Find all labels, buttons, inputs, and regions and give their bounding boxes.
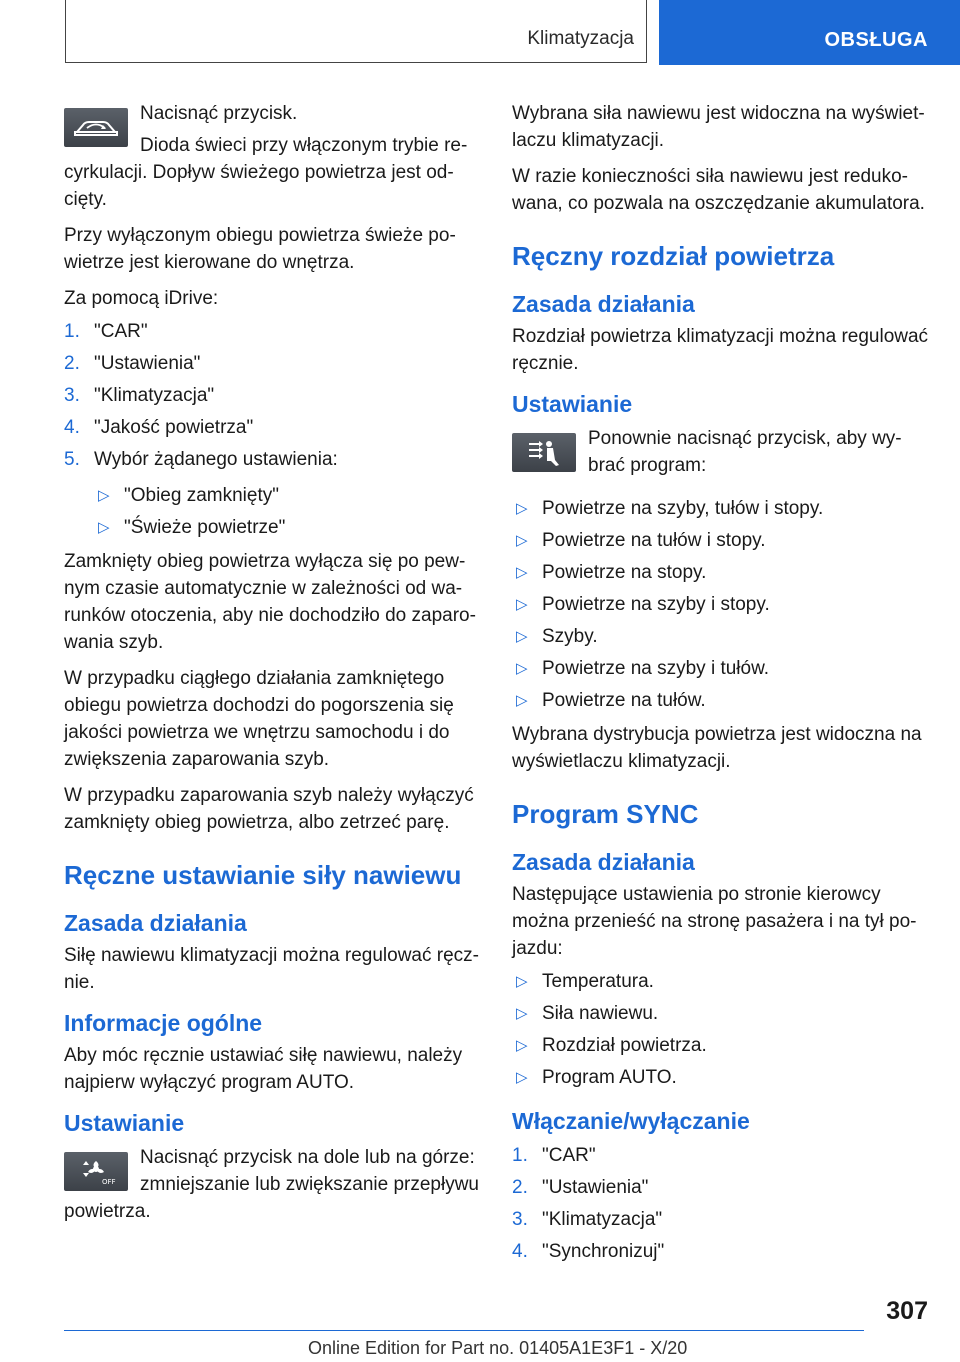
air-distribution-icon [512, 433, 576, 472]
heading-onoff: Włączanie/wyłączanie [512, 1108, 750, 1134]
closed-text-2: W przypadku ciągłego działania zamkniętego obiegu powietrza dochodzi do pogorszenia się jakości powietrza we wnętrzu samochodu i do zwiększenia zaparowania szyb. [64, 668, 454, 770]
list-item: 3. "Klimatyzacja" [64, 385, 215, 406]
distribution-text: Ponownie nacisnąć przycisk, aby wy-brać program: [588, 428, 902, 476]
idrive-substeps [64, 480, 484, 544]
triangle-bullet-icon: ▷ [516, 500, 528, 517]
list-item: ▷ Powietrze na szyby, tułów i stopy. [512, 493, 932, 525]
left-column [64, 100, 484, 1239]
list-item: 1. "CAR" [64, 321, 148, 342]
triangle-bullet-icon: ▷ [516, 564, 528, 581]
sync-list [512, 966, 932, 1094]
list-item: 1. "CAR" [512, 1145, 596, 1166]
triangle-bullet-icon: ▷ [516, 692, 528, 709]
program-list [512, 493, 932, 717]
reduced-text: W razie konieczności siła nawiewu jest reduko-wana, co pozwala na oszczędzanie akumulatora. [512, 166, 925, 214]
triangle-bullet-icon: ▷ [516, 1037, 528, 1054]
triangle-bullet-icon: ▷ [98, 519, 110, 536]
heading-distribution: Ręczny rozdział powietrza [512, 241, 835, 271]
list-item: ▷ "Świeże powietrze" [64, 512, 484, 544]
heading-general: Informacje ogólne [64, 1010, 263, 1036]
heading-fan: Ręczne ustawianie siły nawiewu [64, 860, 462, 890]
heading-sync: Program SYNC [512, 799, 699, 829]
fan-block [64, 1144, 484, 1230]
list-item: ▷ Temperatura. [512, 966, 932, 998]
triangle-bullet-icon: ▷ [516, 628, 528, 645]
list-item: 4. "Jakość powietrza" [64, 417, 254, 438]
triangle-bullet-icon: ▷ [516, 596, 528, 613]
list-item: ▷ Powietrze na tułów. [512, 685, 932, 717]
closed-text-1: Zamknięty obieg powietrza wyłącza się po pew-nym czasie automatycznie w zależności od wa-runków otoczenia, aby nie dochodziło do zaparo-wania szyb. [64, 551, 476, 653]
recirculation-icon [64, 108, 128, 147]
triangle-bullet-icon: ▷ [516, 1005, 528, 1022]
header-section-box [659, 0, 960, 65]
list-item: ▷ "Obieg zamknięty" [64, 480, 484, 512]
footer-edition: Online Edition for Part no. 01405A1E3F1 - X/20 [308, 1338, 688, 1358]
header-title: Klimatyzacja [527, 28, 634, 49]
onoff-steps [512, 1140, 932, 1268]
general-text: Aby móc ręcznie ustawiać siłę nawiewu, należy najpierw wyłączyć program AUTO. [64, 1045, 463, 1093]
btn1-text1: Nacisnąć przycisk. [140, 103, 298, 124]
btn1-text2: Dioda świeci przy włączonym trybie re-cyrkulacji. Dopływ świeżego powietrza jest od-cięty. [64, 135, 468, 210]
heading-setting-right: Ustawianie [512, 391, 633, 417]
list-item: 2. "Ustawienia" [512, 1177, 649, 1198]
distribution-visible-text: Wybrana dystrybucja powietrza jest widoczna na wyświetlaczu klimatyzacji. [512, 724, 922, 772]
fresh-air-text: Przy wyłączonym obiegu powietrza świeże po-wietrze jest kierowane do wnętrza. [64, 225, 456, 273]
list-item: ▷ Powietrze na stopy. [512, 557, 932, 589]
triangle-bullet-icon: ▷ [516, 1069, 528, 1086]
distribution-block [512, 425, 932, 484]
right-column [512, 100, 932, 1272]
triangle-bullet-icon: ▷ [516, 973, 528, 990]
list-item: ▷ Powietrze na tułów i stopy. [512, 525, 932, 557]
fan-text: Nacisnąć przycisk na dole lub na górze: zmniejszanie lub zwiększanie przepływu powietrza. [64, 1147, 479, 1222]
list-item: ▷ Siła nawiewu. [512, 998, 932, 1030]
triangle-bullet-icon: ▷ [516, 660, 528, 677]
list-item: 5. Wybór żądanego ustawienia: [64, 449, 338, 470]
heading-sync-principle: Zasada działania [512, 849, 695, 875]
footer-divider [64, 1330, 864, 1331]
page-number: 307 [886, 1297, 928, 1325]
triangle-bullet-icon: ▷ [98, 487, 110, 504]
recirculation-block [64, 100, 484, 213]
heading-setting: Ustawianie [64, 1110, 185, 1136]
heading-principle: Zasada działania [64, 910, 247, 936]
svg-text:OFF: OFF [102, 1177, 116, 1186]
header-chapter-box [65, 0, 647, 63]
header-section: OBSŁUGA [824, 29, 928, 51]
page-header [65, 0, 960, 65]
triangle-bullet-icon: ▷ [516, 532, 528, 549]
list-item: 3. "Klimatyzacja" [512, 1209, 663, 1230]
principle-text: Siłę nawiewu klimatyzacji można regulować ręcz-nie. [64, 945, 479, 993]
principle-text-right: Rozdział powietrza klimatyzacji można regulować ręcznie. [512, 326, 929, 374]
list-item: 4. "Synchronizuj" [512, 1241, 665, 1262]
list-item: ▷ Powietrze na szyby i tułów. [512, 653, 932, 685]
closed-text-3: W przypadku zaparowania szyb należy wyłączyć zamknięty obieg powietrza, albo zetrzeć parę. [64, 785, 474, 833]
sync-text: Następujące ustawienia po stronie kierowcy można przenieść na stronę pasażera i na tył po-jazdu: [512, 884, 917, 959]
list-item: ▷ Rozdział powietrza. [512, 1030, 932, 1062]
visible-text: Wybrana siła nawiewu jest widoczna na wyświet-laczu klimatyzacji. [512, 103, 925, 151]
idrive-text: Za pomocą iDrive: [64, 288, 219, 309]
list-item: ▷ Powietrze na szyby i stopy. [512, 589, 932, 621]
list-item: ▷ Program AUTO. [512, 1062, 932, 1094]
idrive-steps [64, 316, 484, 476]
fan-off-icon [64, 1152, 128, 1191]
heading-principle-right: Zasada działania [512, 291, 695, 317]
list-item: 2. "Ustawienia" [64, 353, 201, 374]
list-item: ▷ Szyby. [512, 621, 932, 653]
